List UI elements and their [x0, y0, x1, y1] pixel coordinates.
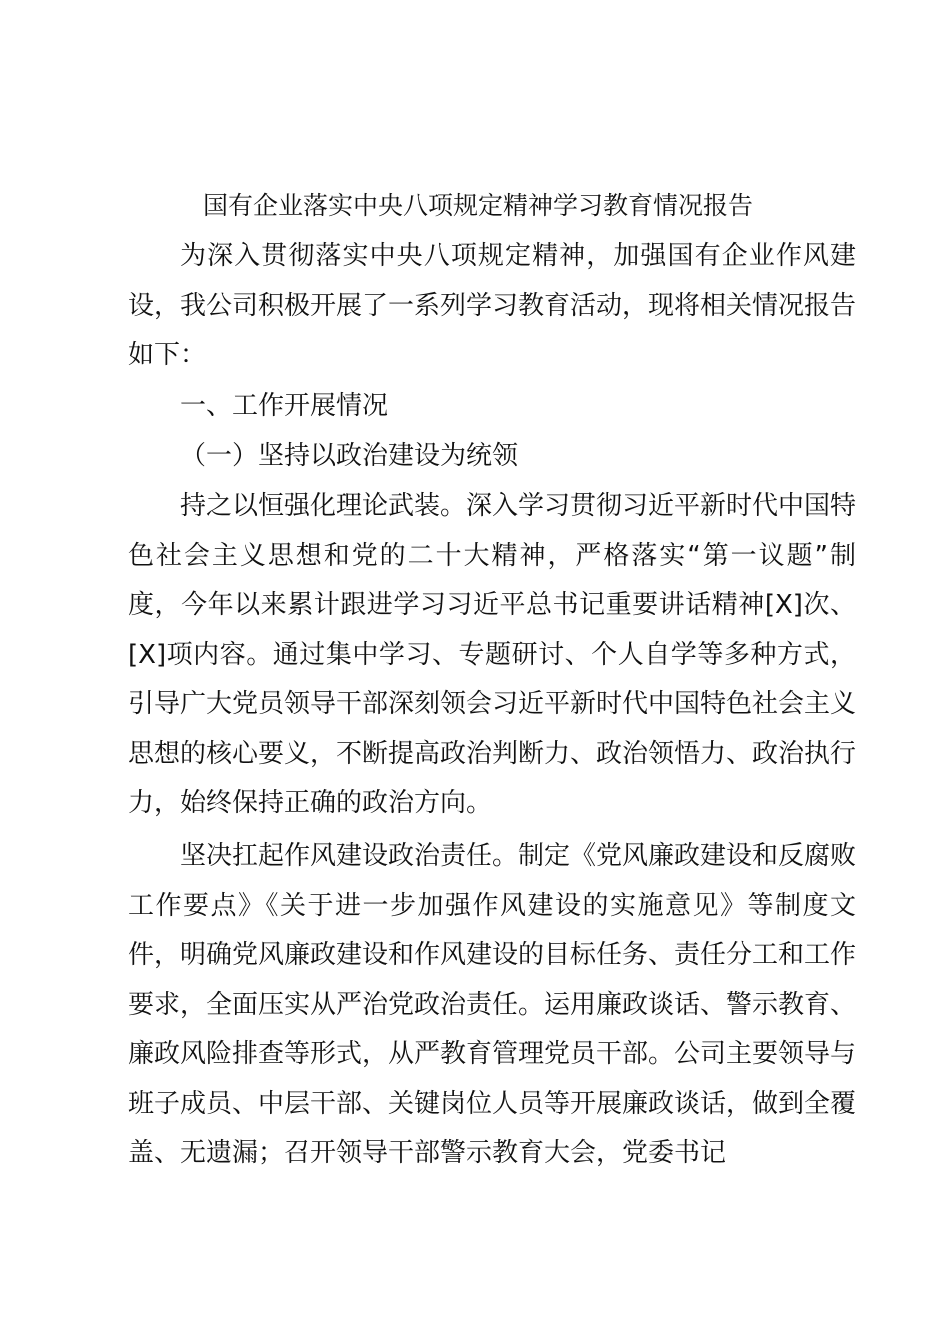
document-title: 国有企业落实中央八项规定精神学习教育情况报告	[202, 191, 753, 220]
section-heading: 一、工作开展情况	[180, 391, 389, 421]
subsection-heading: （一）坚持以政治建设为统领	[180, 441, 519, 471]
body-paragraph-responsibility: 坚决扛起作风建设政治责任。制定《党风廉政建设和反腐败工作要点》《关于进一步加强作风建设的实施意见》等制度文件，明确党风廉政建设和作风建设的目标任务、责任分工和工作要求，全面压实从严治党政治责任。运用廉政谈话、警示教育、廉政风险排查等形式，从严教育管理党员干部。公司主要领导与班子成员、中层干部、关键岗位人员等开展廉政谈话，做到全覆盖、无遗漏；召开领导干部警示教育大会，党委书记	[128, 841, 857, 1168]
intro-paragraph: 为深入贯彻落实中央八项规定精神，加强国有企业作风建设，我公司积极开展了一系列学习教育活动，现将相关情况报告如下：	[128, 241, 857, 370]
body-paragraph-theory: 持之以恒强化理论武装。深入学习贯彻习近平新时代中国特色社会主义思想和党的二十大精神，严格落实“第一议题”制度，今年以来累计跟进学习习近平总书记重要讲话精神[X]次、[X]项内容。通过集中学习、专题研讨、个人自学等多种方式，引导广大党员领导干部深刻领会习近平新时代中国特色社会主义思想的核心要义，不断提高政治判断力、政治领悟力、政治执行力，始终保持正确的政治方向。	[128, 491, 857, 818]
